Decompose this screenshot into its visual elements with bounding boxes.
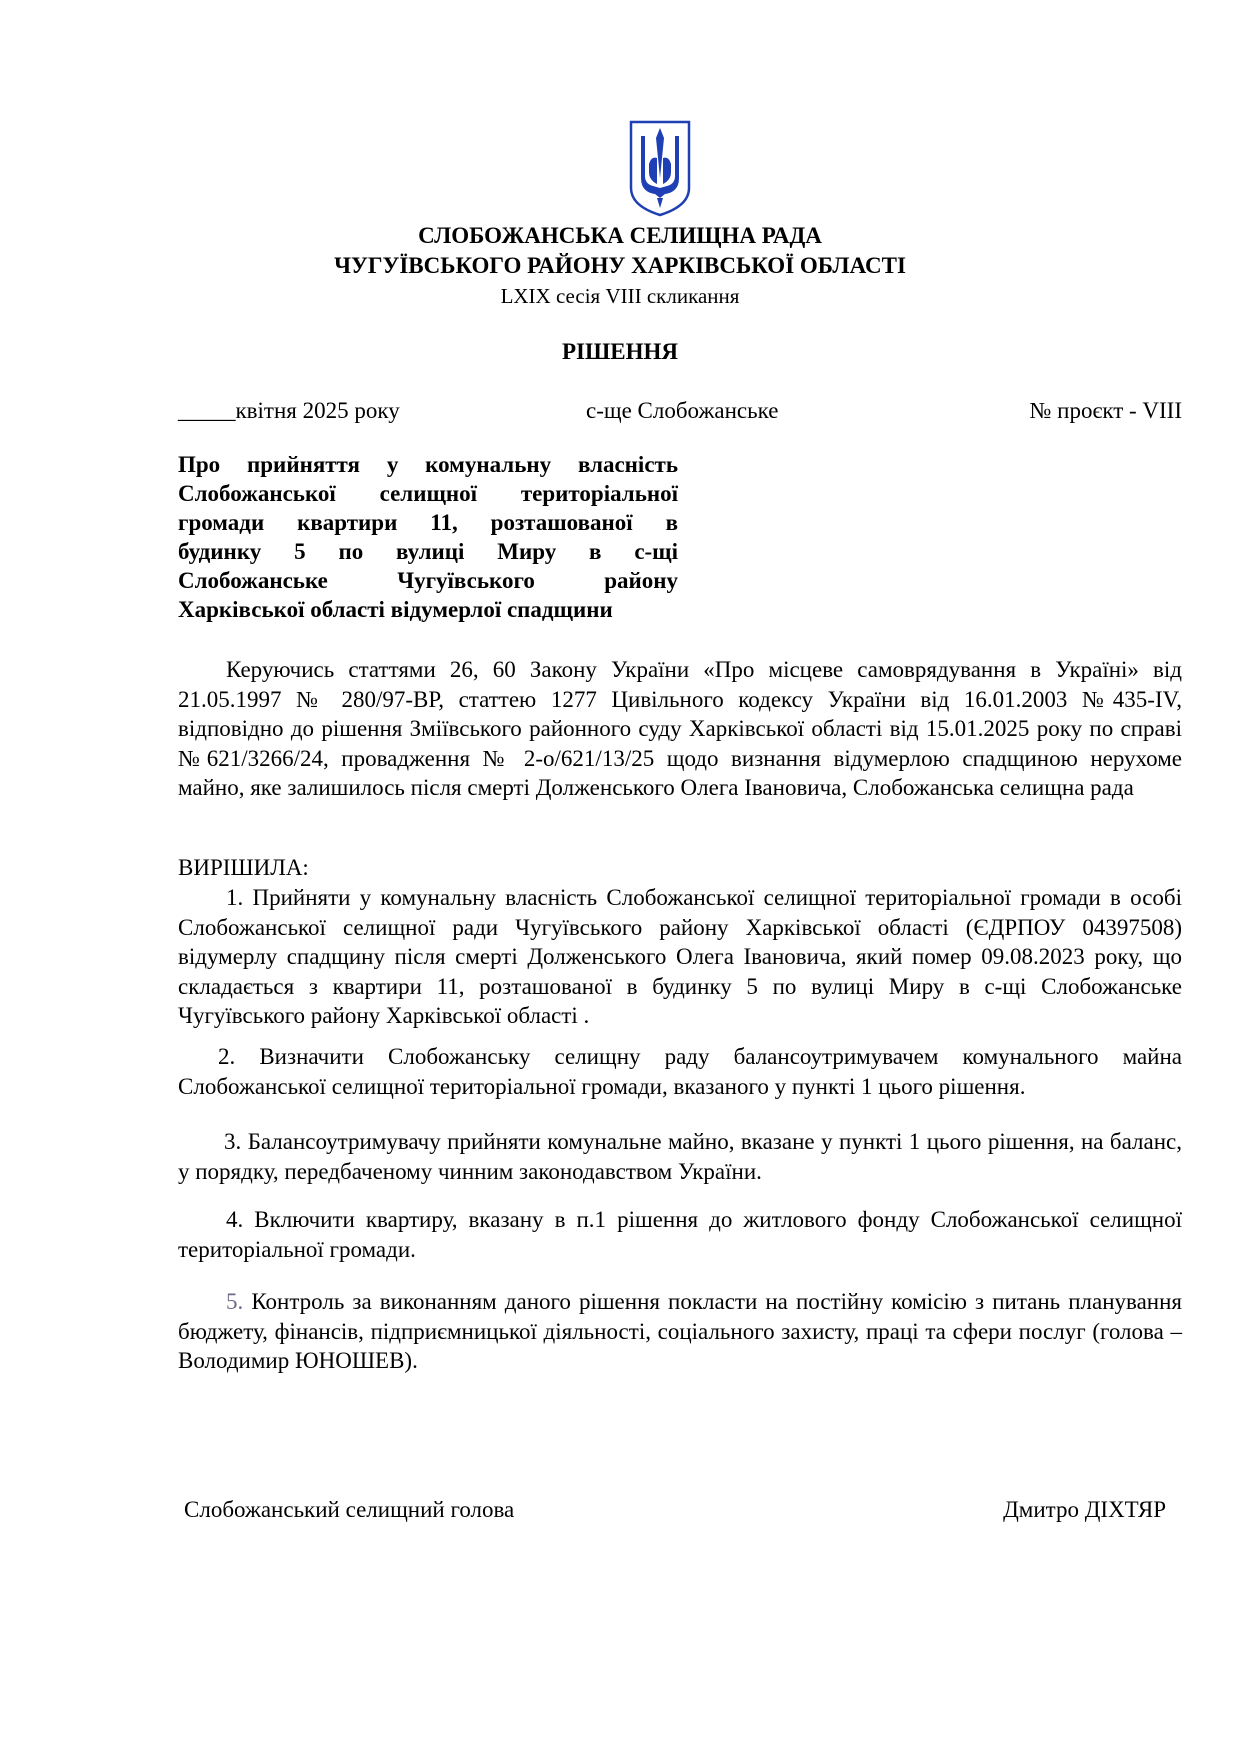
subject-line: Про прийняття у комунальну власність (178, 452, 678, 477)
item-text: Включити квартиру, вказану в п.1 рішення до житлового фонду Слобожанської селищної територіальної громади. (178, 1207, 1182, 1262)
item-number: 5. (226, 1289, 244, 1314)
session-info: LXIX сесія VIII скликання (500, 284, 740, 308)
item-number: 3. (224, 1129, 242, 1154)
subject-line: Харківської області відумерлої спадщини (178, 597, 613, 622)
subject-line: громади квартири 11, розташованої в (178, 510, 678, 535)
decision-subject (178, 450, 678, 624)
resolution-item-1 (178, 883, 1182, 1031)
decision-place: с-ще Слобожанське (586, 398, 779, 423)
resolution-item-3 (178, 1127, 1182, 1186)
signatory-title: Слобожанський селищний голова (184, 1497, 515, 1522)
subject-line: будинку 5 по вулиці Миру в с-щі (178, 539, 678, 564)
organization-name: СЛОБОЖАНСЬКА СЕЛИЩНА РАДА (418, 223, 822, 248)
decision-number: № проєкт - VIII (1029, 398, 1182, 423)
item-text: Балансоутримувачу прийняти комунальне майно, вказане у пункті 1 цього рішення, на баланс, у порядку, передбаченому чинним законодавством України. (178, 1129, 1182, 1184)
subject-line: Слобожанської селищної територіальної (178, 481, 678, 506)
resolution-item-5 (178, 1287, 1182, 1376)
item-text: Визначити Слобожанську селищну раду балансоутримувачем комунального майна Слобожанської селищної територіальної громади, вказаного у пункті 1 цього рішення. (178, 1044, 1182, 1099)
resolution-item-4 (178, 1205, 1182, 1264)
signatory-name: Дмитро ДІХТЯР (1003, 1497, 1166, 1522)
item-text: Контроль за виконанням даного рішення покласти на постійну комісію з питань планування бюджету, фінансів, підприємницької діяльності, соціального захисту, праці та сфери послуг (голова – Володимир ЮНОШЕВ). (178, 1289, 1182, 1373)
item-number: 4. (226, 1207, 244, 1232)
item-number: 2. (218, 1044, 236, 1069)
subject-line: Слобожанське Чугуївського району (178, 568, 678, 593)
document-type-title: РІШЕННЯ (562, 339, 678, 364)
resolved-label: ВИРІШИЛА: (178, 855, 309, 880)
decision-date: _____квітня 2025 року (178, 398, 400, 423)
item-number: 1. (226, 885, 244, 910)
coat-of-arms-trident-icon (627, 118, 693, 218)
resolution-item-2 (178, 1042, 1182, 1101)
preamble-paragraph: Керуючись статтями 26, 60 Закону України «Про місцеве самоврядування в Україні» від 21.05.1997 № 280/97-ВР, статтею 1277 Цивільного кодексу України від 16.01.2003 №435-IV, відповідно до рішення Зміївського районного суду Харківської області від 15.01.2025 року по справі №621/3266/24, провадження № 2-о/621/13/25 щодо визнання відумерлою спадщиною нерухоме майно, яке залишилось після смерті Долженського Олега Івановича, Слобожанська селищна рада (178, 657, 1182, 800)
district-name: ЧУГУЇВСЬКОГО РАЙОНУ ХАРКІВСЬКОЇ ОБЛАСТІ (334, 253, 906, 278)
item-text: Прийняти у комунальну власність Слобожанської селищної територіальної громади в особі Слобожанської селищної ради Чугуївського району Харківської області (ЄДРПОУ 04397508) відумерлу спадщину після смерті Долженського Олега Івановича, який помер 09.08.2023 року, що складається з квартири 11, розташованої в будинку 5 по вулиці Миру в с-щі Слобожанське Чугуївського району Харківської області . (178, 885, 1183, 1028)
